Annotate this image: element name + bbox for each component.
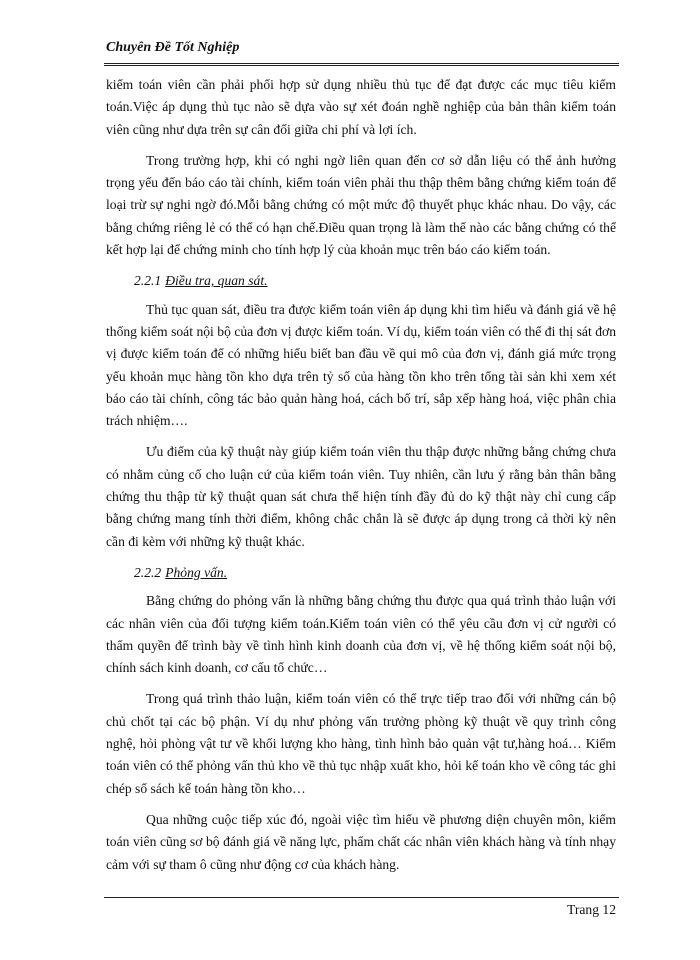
section-title: Phỏng vấn.: [165, 564, 228, 580]
section-heading-2-2-2: [134, 562, 616, 584]
document-body: [106, 74, 616, 885]
paragraph-3: Thủ tục quan sát, điều tra được kiểm toán viên áp dụng khi tìm hiểu và đánh giá về hệ thống kiểm soát nội bộ của đơn vị được kiểm toán. Ví dụ, kiểm toán viên có thể đi thị sát đơn vị được kiểm toán để có những hiểu biết ban đầu về qui mô của đơn vị, đánh giá mức trọng yếu khoản mục hàng tồn kho dựa trên tỷ số của hàng tồn kho trên tổng tài sản khi xem xét báo cáo tài chính, công tác bảo quản hàng hoá, cách bố trí, sắp xếp hàng hoá, việc phân chia trách nhiệm….: [106, 301, 616, 429]
paragraph-2: Trong trường hợp, khi có nghi ngờ liên quan đến cơ sở dẫn liệu có thể ảnh hưởng trọng yếu đến báo cáo tài chính, kiểm toán viên phải thu thập thêm bằng chứng kiểm toán để loại trừ sự nghi ngờ đó.Mỗi bằng chứng có một mức độ thuyết phục khác nhau. Do vậy, các bằng chứng riêng lẻ có thể có hạn chế.Điều quan trọng là làm thế nào các bằng chứng có thể kết hợp lại để chứng minh cho tính hợp lý của khoản mục trên báo cáo kiểm toán.: [106, 152, 616, 258]
section-heading-2-2-1: [134, 270, 616, 292]
document-header-title: Chuyên Đề Tốt Nghiệp: [106, 40, 240, 55]
footer-divider: [104, 897, 619, 898]
section-number: 2.2.1: [134, 273, 162, 289]
paragraph-1: kiểm toán viên cần phải phối hợp sử dụng nhiều thủ tục để đạt được các mục tiêu kiểm toán.Việc áp dụng thủ tục nào sẽ dựa vào sự xét đoán nghề nghiệp của bản thân kiểm toán viên cũng như dựa trên sự cân đối giữa chi phí và lợi ích.: [106, 77, 616, 137]
paragraph-6: Trong quá trình thảo luận, kiểm toán viên có thể trực tiếp trao đổi với những cán bộ chủ chốt tại các bộ phận. Ví dụ như phỏng vấn trưởng phòng kỹ thuật về quy trình công nghệ, hỏi phòng vật tư về khối lượng kho hàng, tình hình bảo quản vật tư,hàng hoá… Kiểm toán viên có thể phỏng vấn thủ kho về thủ tục nhập xuất kho, hỏi kế toán kho về công tác ghi chép sổ sách kế toán hàng tồn kho…: [106, 691, 616, 796]
section-number: 2.2.2: [134, 564, 162, 580]
paragraph-7: Qua những cuộc tiếp xúc đó, ngoài việc tìm hiểu về phương diện chuyên môn, kiểm toán viên cũng sơ bộ đánh giá về năng lực, phẩm chất các nhân viên khách hàng và tính nhạy cảm với sự tham ô cũng như động cơ của khách hàng.: [106, 811, 616, 872]
paragraph-5: Bằng chứng do phỏng vấn là những bằng chứng thu được qua quá trình thảo luận với các nhân viên của đối tượng kiểm toán.Kiểm toán viên có thể yêu cầu đơn vị cử người có thẩm quyền để trình bày về tình hình kinh doanh của đơn vị, về hệ thống kiểm soát nội bộ, chính sách kinh doanh, cơ cấu tổ chức…: [106, 593, 616, 676]
paragraph-4: Ưu điểm của kỹ thuật này giúp kiểm toán viên thu thập được những bằng chứng chưa có nhằm củng cố cho luận cứ của kiểm toán viên. Tuy nhiên, cần lưu ý rằng bản thân bằng chứng thu thập từ kỹ thuật quan sát chưa thể hiện tính đầy đủ do kỹ thật này chỉ cung cấp bằng chứng mang tính thời điểm, không chắc chắn là sẽ được áp dụng trong cả thời kỳ nên cần đi kèm với những kỹ thuật khác.: [106, 444, 616, 549]
header-divider: [104, 63, 619, 66]
section-title: Điều tra, quan sát.: [165, 273, 268, 289]
page-number: Trang 12: [567, 902, 616, 917]
